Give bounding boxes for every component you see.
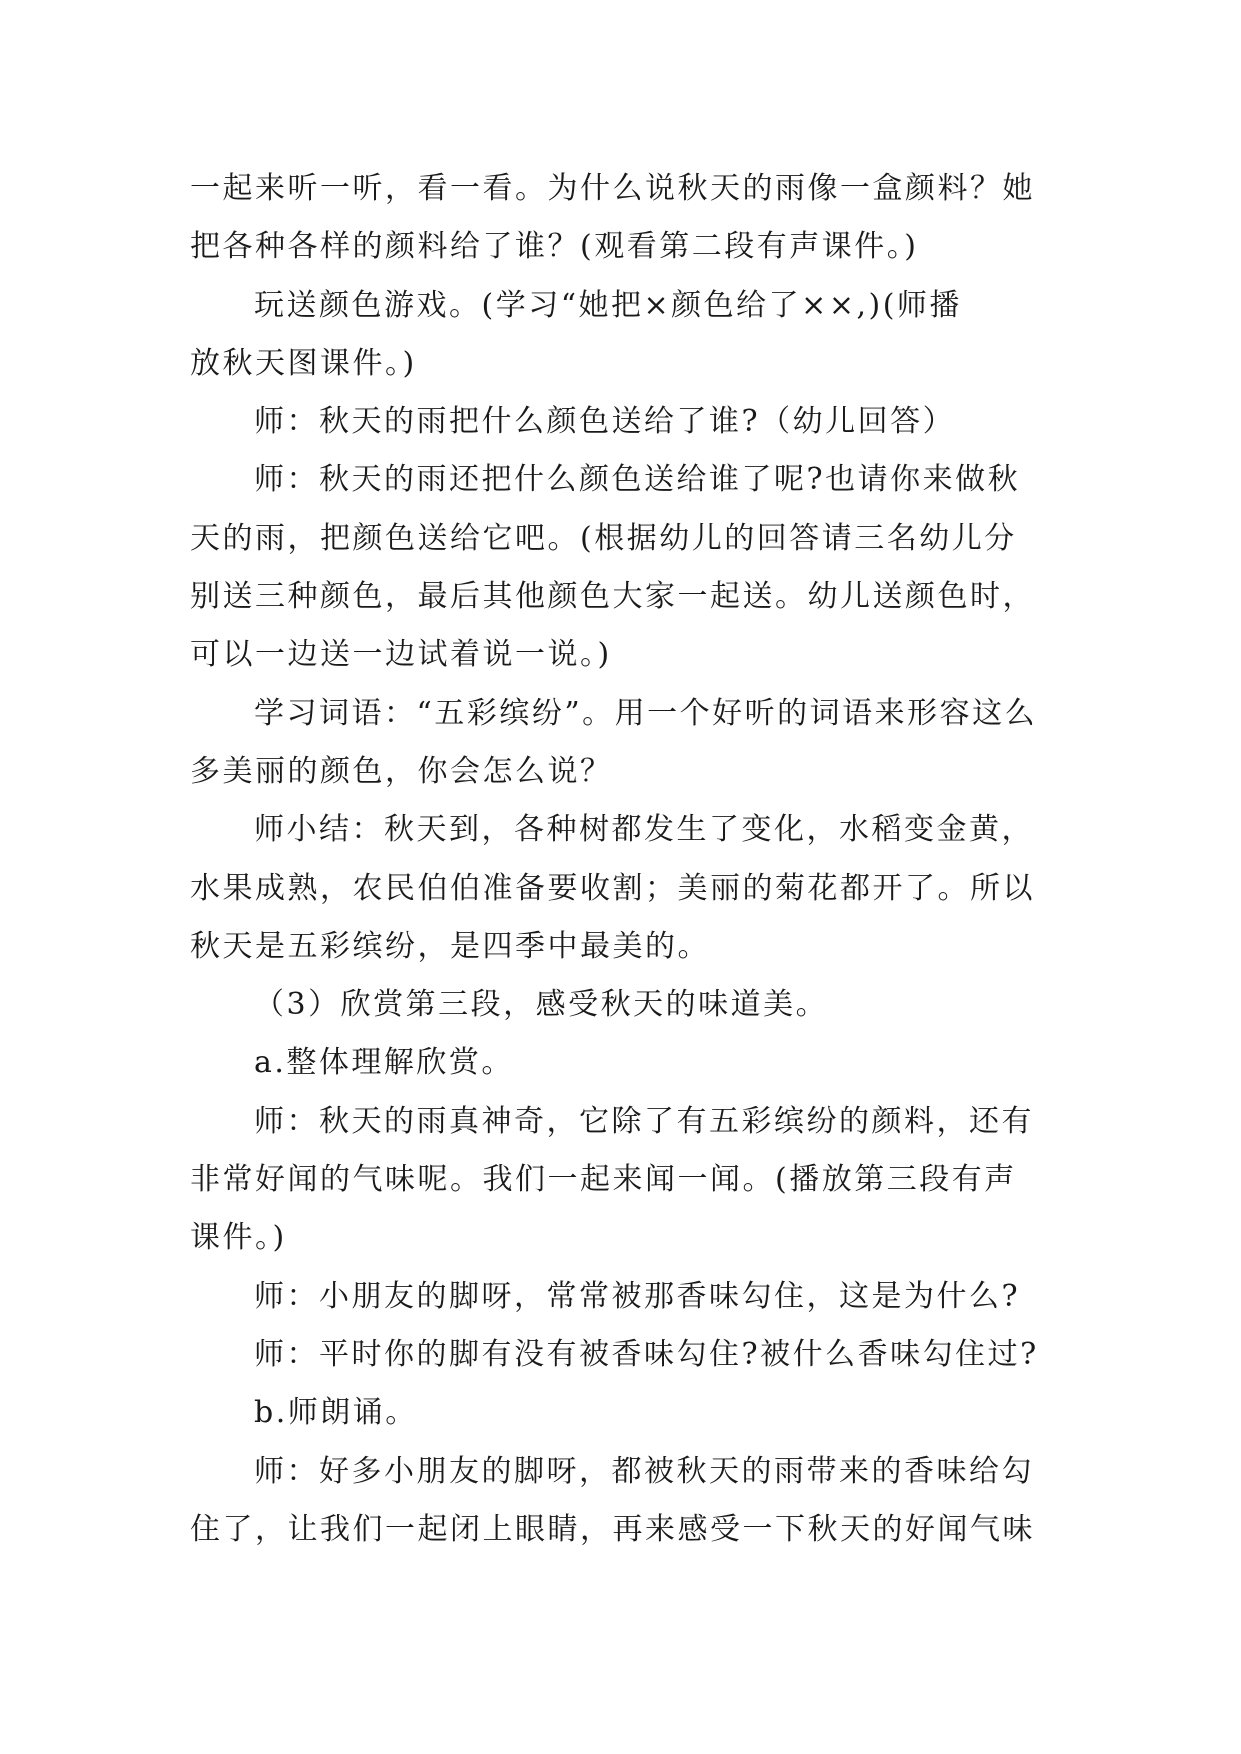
- paragraph: [190, 451, 1050, 684]
- paragraph: [190, 685, 1050, 802]
- text-line: 学习词语：“五彩缤纷”。用一个好听的词语来形容这么: [254, 695, 1038, 731]
- paragraph: [190, 1326, 1050, 1384]
- text-line: 一起来听一听，看一看。为什么说秋天的雨像一盒颜料？她: [190, 171, 1035, 206]
- text-line: 课件。): [190, 1220, 287, 1256]
- text-line: 把各种各样的颜料给了谁？(观看第二段有声课件。): [190, 229, 919, 265]
- paragraph: [190, 393, 1050, 451]
- text-line: 师：小朋友的脚呀，常常被那香味勾住，这是为什么?: [254, 1278, 1021, 1314]
- paragraph: [190, 160, 1050, 277]
- text-line: 住了，让我们一起闭上眼睛，再来感受一下秋天的好闻气味: [190, 1511, 1035, 1547]
- text-line: 可以一边送一边试着说一说。): [190, 637, 612, 673]
- text-line: 师：秋天的雨真神奇，它除了有五彩缤纷的颜料，还有: [254, 1103, 1034, 1139]
- text-line: 多美丽的颜色，你会怎么说？: [190, 753, 613, 789]
- text-line: 水果成熟，农民伯伯准备要收割；美丽的菊花都开了。所以: [190, 870, 1035, 906]
- text-line: 师：秋天的雨还把什么颜色送给谁了呢?也请你来做秋: [254, 462, 1021, 498]
- paragraph: [190, 801, 1050, 976]
- paragraph: [190, 1268, 1050, 1326]
- paragraph: [190, 1384, 1050, 1442]
- text-line: 非常好闻的气味呢。我们一起来闻一闻。(播放第三段有声: [190, 1162, 1017, 1198]
- paragraph: [190, 1093, 1050, 1268]
- subsection-heading: b.师朗诵。: [254, 1395, 418, 1431]
- paragraph: [190, 1443, 1050, 1560]
- section-heading: （3）欣赏第三段，感受秋天的味道美。: [254, 987, 829, 1023]
- text-line: 玩送颜色游戏。(学习“她把×颜色给了××,)(师播: [254, 287, 962, 323]
- text-line: 秋天是五彩缤纷，是四季中最美的。: [190, 928, 710, 964]
- text-line: 放秋天图课件。): [190, 345, 417, 381]
- paragraph: [190, 1034, 1050, 1092]
- text-line: 师：平时你的脚有没有被香味勾住?被什么香味勾住过?: [254, 1336, 1039, 1372]
- text-line: 师小结：秋天到，各种树都发生了变化，水稻变金黄，: [254, 812, 1034, 848]
- text-line: 师：好多小朋友的脚呀，都被秋天的雨带来的香味给勾: [254, 1453, 1034, 1489]
- text-line: 天的雨，把颜色送给它吧。(根据幼儿的回答请三名幼儿分: [190, 520, 1017, 556]
- paragraph: [190, 976, 1050, 1034]
- text-line: 别送三种颜色，最后其他颜色大家一起送。幼儿送颜色时，: [190, 579, 1035, 615]
- text-line: 师：秋天的雨把什么颜色送给了谁?（幼儿回答）: [254, 404, 956, 440]
- paragraph: [190, 277, 1050, 394]
- document-body: [190, 160, 1050, 1559]
- subsection-heading: a.整体理解欣赏。: [254, 1045, 514, 1081]
